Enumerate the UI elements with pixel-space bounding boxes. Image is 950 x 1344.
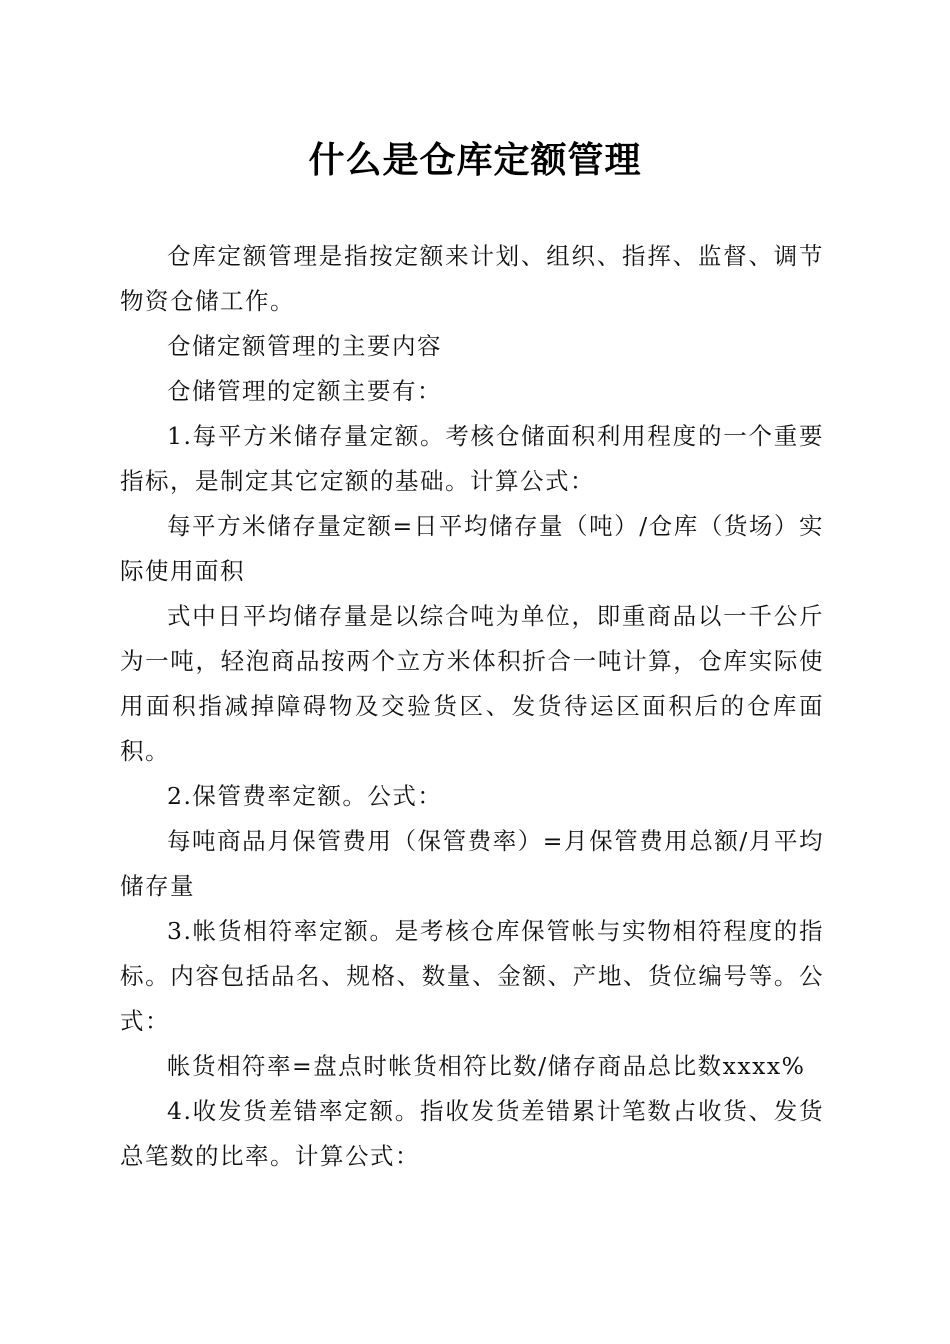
paragraph-item-4: 4.收发货差错率定额。指收发货差错累计笔数占收货、发货总笔数的比率。计算公式： <box>120 1097 824 1170</box>
paragraph-formula-1: 每平方米储存量定额=日平均储存量（吨）/仓库（货场）实际使用面积 <box>120 512 824 585</box>
paragraph-main-content-heading: 仓储定额管理的主要内容 <box>167 332 442 360</box>
paragraph-quota-intro: 仓储管理的定额主要有： <box>167 377 442 405</box>
paragraph-item-2: 2.保管费率定额。公式： <box>167 782 443 810</box>
paragraph-item-3: 3.帐货相符率定额。是考核仓库保管帐与实物相符程度的指标。内容包括品名、规格、数量、金额、产地、货位编号等。公式： <box>120 917 824 1035</box>
paragraph-definition: 仓库定额管理是指按定额来计划、组织、指挥、监督、调节物资仓储工作。 <box>120 242 824 315</box>
document-body <box>120 234 824 1179</box>
paragraph-formula-3: 帐货相符率=盘点时帐货相符比数/储存商品总比数xxxx% <box>167 1052 806 1080</box>
paragraph-item-1: 1.每平方米储存量定额。考核仓储面积利用程度的一个重要指标，是制定其它定额的基础。计算公式： <box>120 422 824 495</box>
paragraph-formula-1-explanation: 式中日平均储存量是以综合吨为单位，即重商品以一千公斤为一吨，轻泡商品按两个立方米体积折合一吨计算，仓库实际使用面积指减掉障碍物及交验货区、发货待运区面积后的仓库面积。 <box>120 602 824 765</box>
paragraph-formula-2: 每吨商品月保管费用（保管费率）=月保管费用总额/月平均储存量 <box>120 827 824 900</box>
document-title: 什么是仓库定额管理 <box>308 139 642 181</box>
